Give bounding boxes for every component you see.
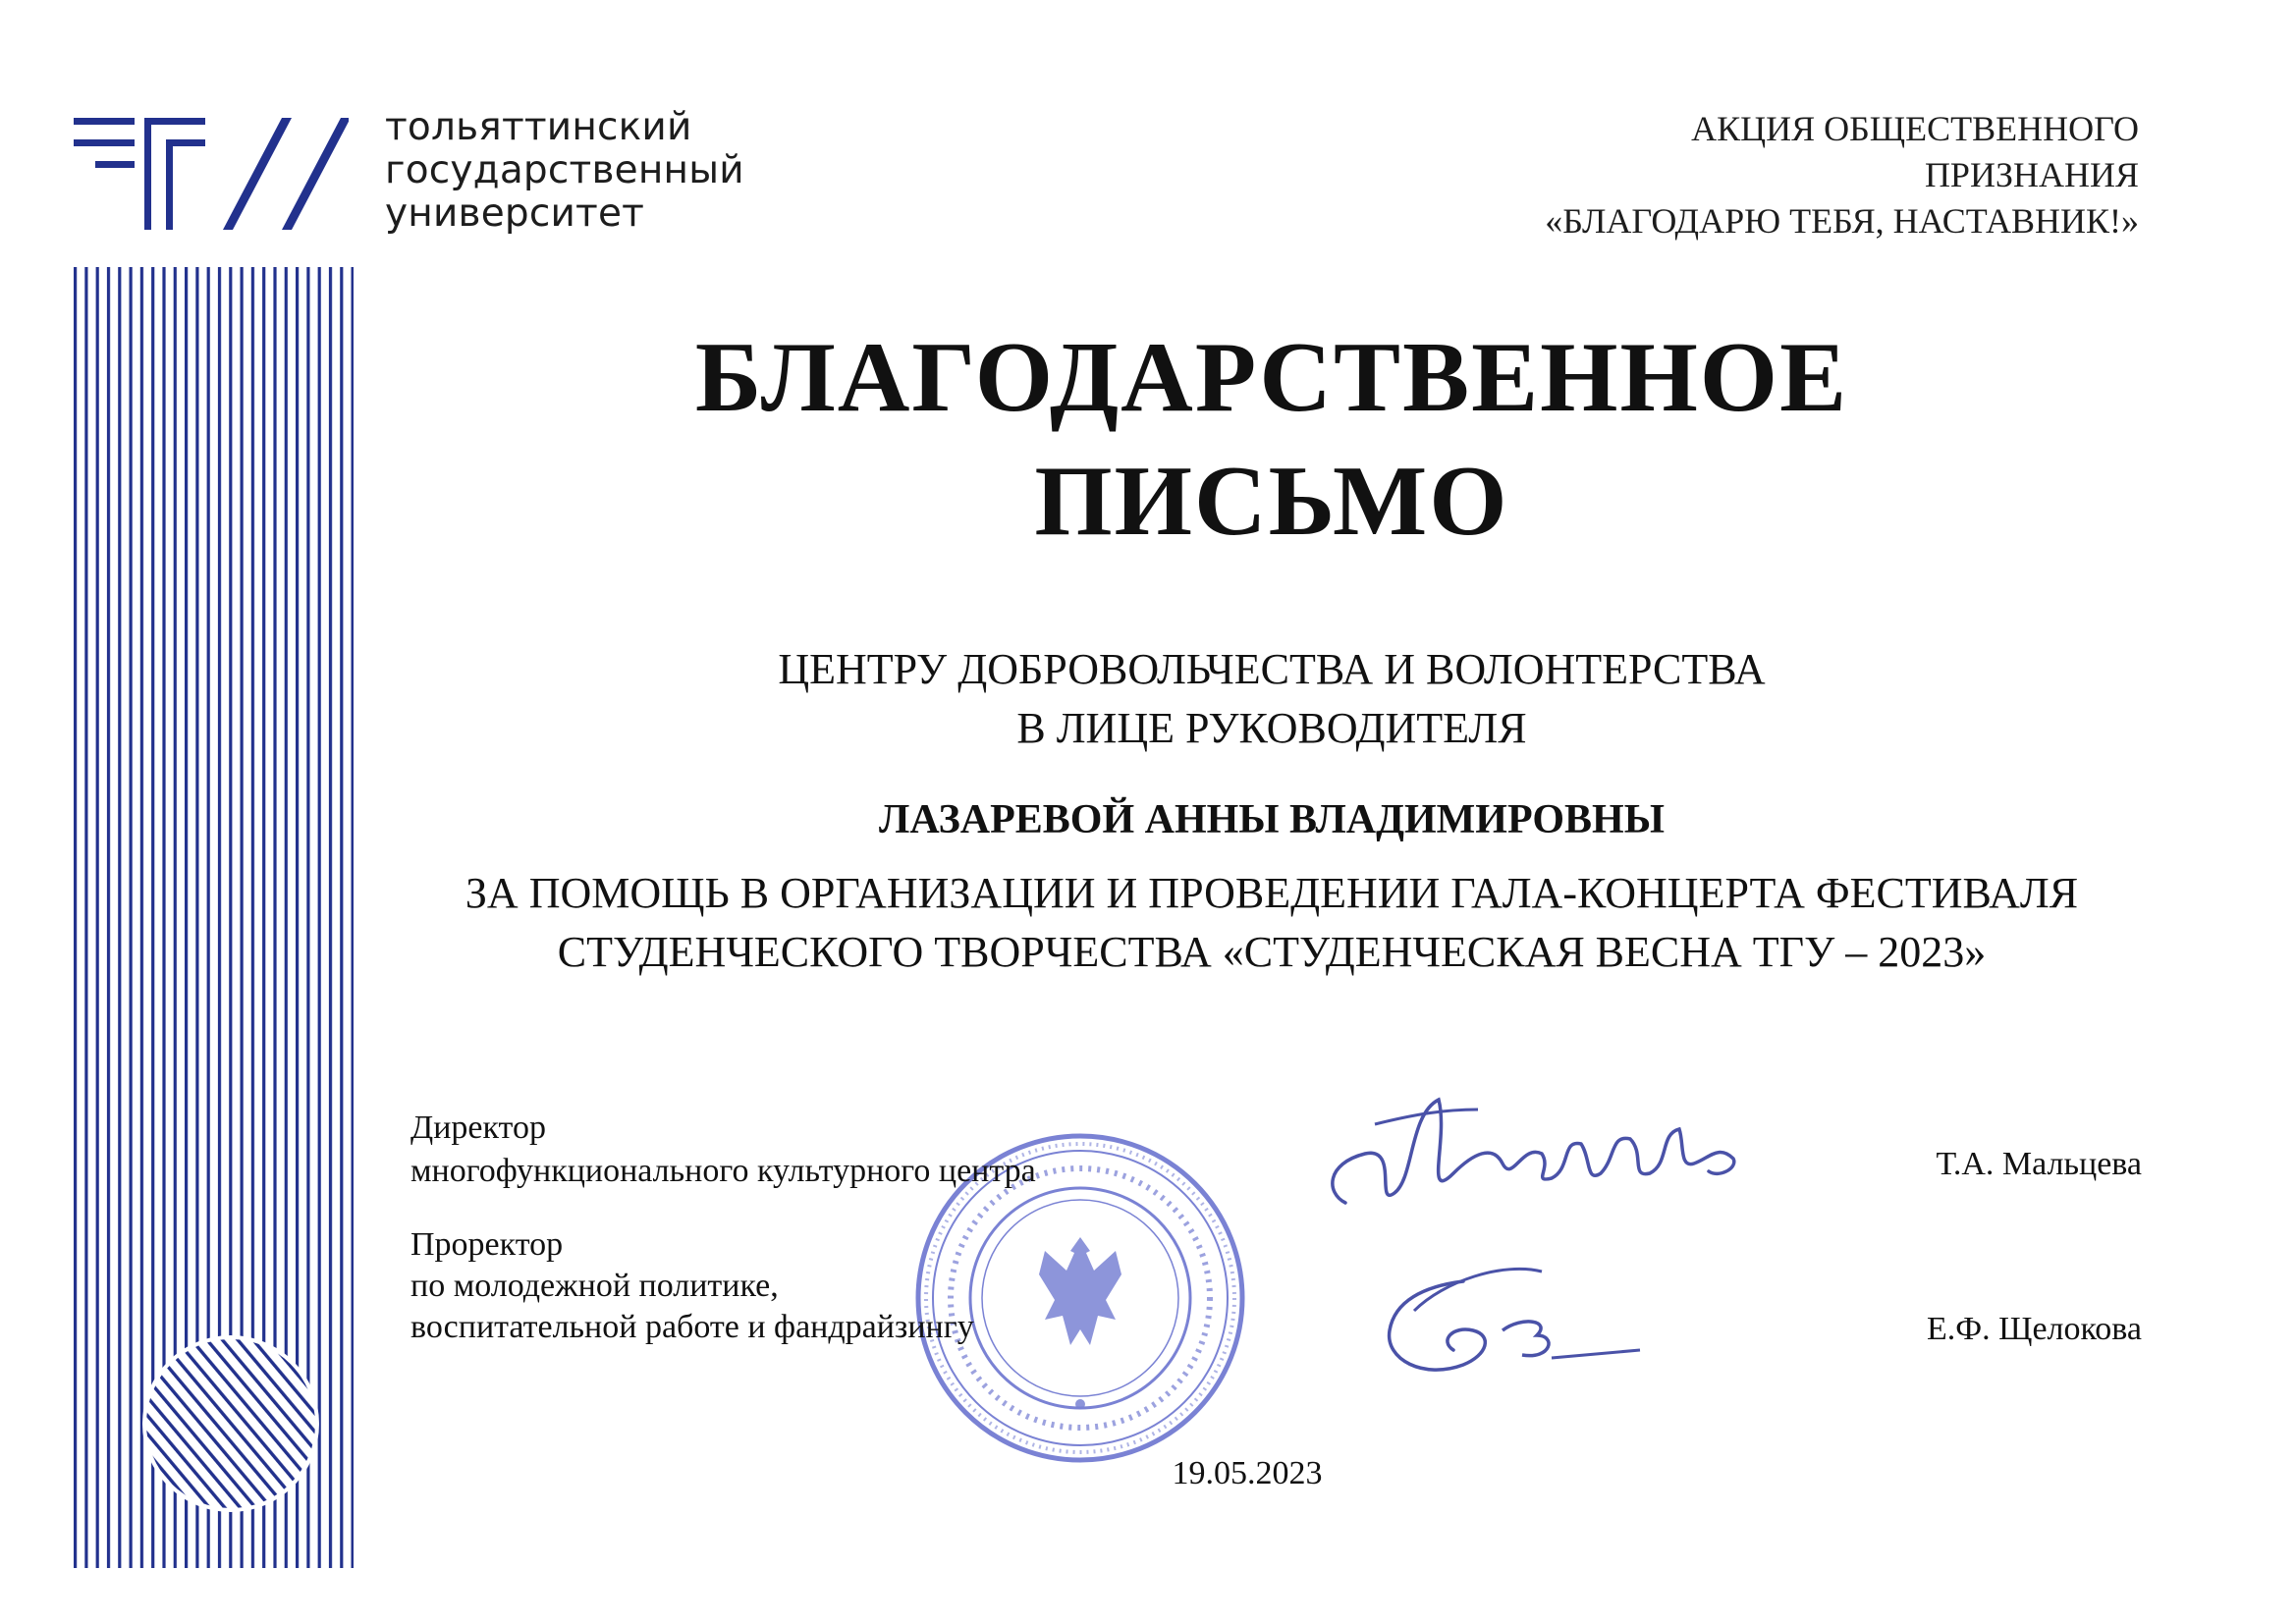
university-name xyxy=(385,106,837,236)
signatory-position-prorector xyxy=(410,1224,974,1348)
title-line: БЛАГОДАРСТВЕННОЕ xyxy=(694,322,1849,433)
campaign-line: АКЦИЯ ОБЩЕСТВЕННОГО xyxy=(1691,109,2139,148)
signature-shchelokova xyxy=(1355,1242,1669,1399)
signatory-position-director xyxy=(410,1107,1036,1193)
letter-title xyxy=(550,316,1994,564)
issue-date: 19.05.2023 xyxy=(1172,1455,1323,1491)
reason-line: СТУДЕНЧЕСКОГО ТВОРЧЕСТВА «СТУДЕНЧЕСКАЯ ВЕСНА ТГУ – 2023» xyxy=(557,928,1987,976)
recipient-line: В ЛИЦЕ РУКОВОДИТЕЛЯ xyxy=(1016,704,1527,752)
campaign-line: «БЛАГОДАРЮ ТЕБЯ, НАСТАВНИК!» xyxy=(1545,201,2139,241)
university-name-line: тольяттинский xyxy=(385,105,692,149)
recipient-organization xyxy=(432,640,2111,758)
signature-maltseva xyxy=(1306,1085,1758,1232)
award-reason xyxy=(373,864,2170,982)
signatory-name-director: Т.А. Мальцева xyxy=(1936,1146,2142,1182)
recipient-name: ЛАЗАРЕВОЙ АННЫ ВЛАДИМИРОВНЫ xyxy=(879,797,1665,842)
university-name-line: государственный xyxy=(385,148,744,192)
position-line: по молодежной политике, xyxy=(410,1268,779,1304)
campaign-header xyxy=(1451,106,2139,244)
university-name-line: университет xyxy=(385,191,645,236)
position-line: Проректор xyxy=(410,1226,564,1263)
recipient-line: ЦЕНТРУ ДОБРОВОЛЬЧЕСТВА И ВОЛОНТЕРСТВА xyxy=(778,645,1766,693)
position-line: многофункционального культурного центра xyxy=(410,1153,1036,1189)
reason-line: ЗА ПОМОЩЬ В ОРГАНИЗАЦИИ И ПРОВЕДЕНИИ ГАЛА-КОНЦЕРТА ФЕСТИВАЛЯ xyxy=(465,869,2079,917)
campaign-line: ПРИЗНАНИЯ xyxy=(1924,155,2139,194)
position-line: Директор xyxy=(410,1110,546,1146)
position-line: воспитательной работе и фандрайзингу xyxy=(410,1309,974,1345)
signatory-name-prorector: Е.Ф. Щелокова xyxy=(1927,1311,2142,1347)
university-logo-icon xyxy=(74,116,349,232)
decorative-stripes-pattern xyxy=(74,267,354,1568)
title-line: ПИСЬМО xyxy=(1034,446,1509,557)
